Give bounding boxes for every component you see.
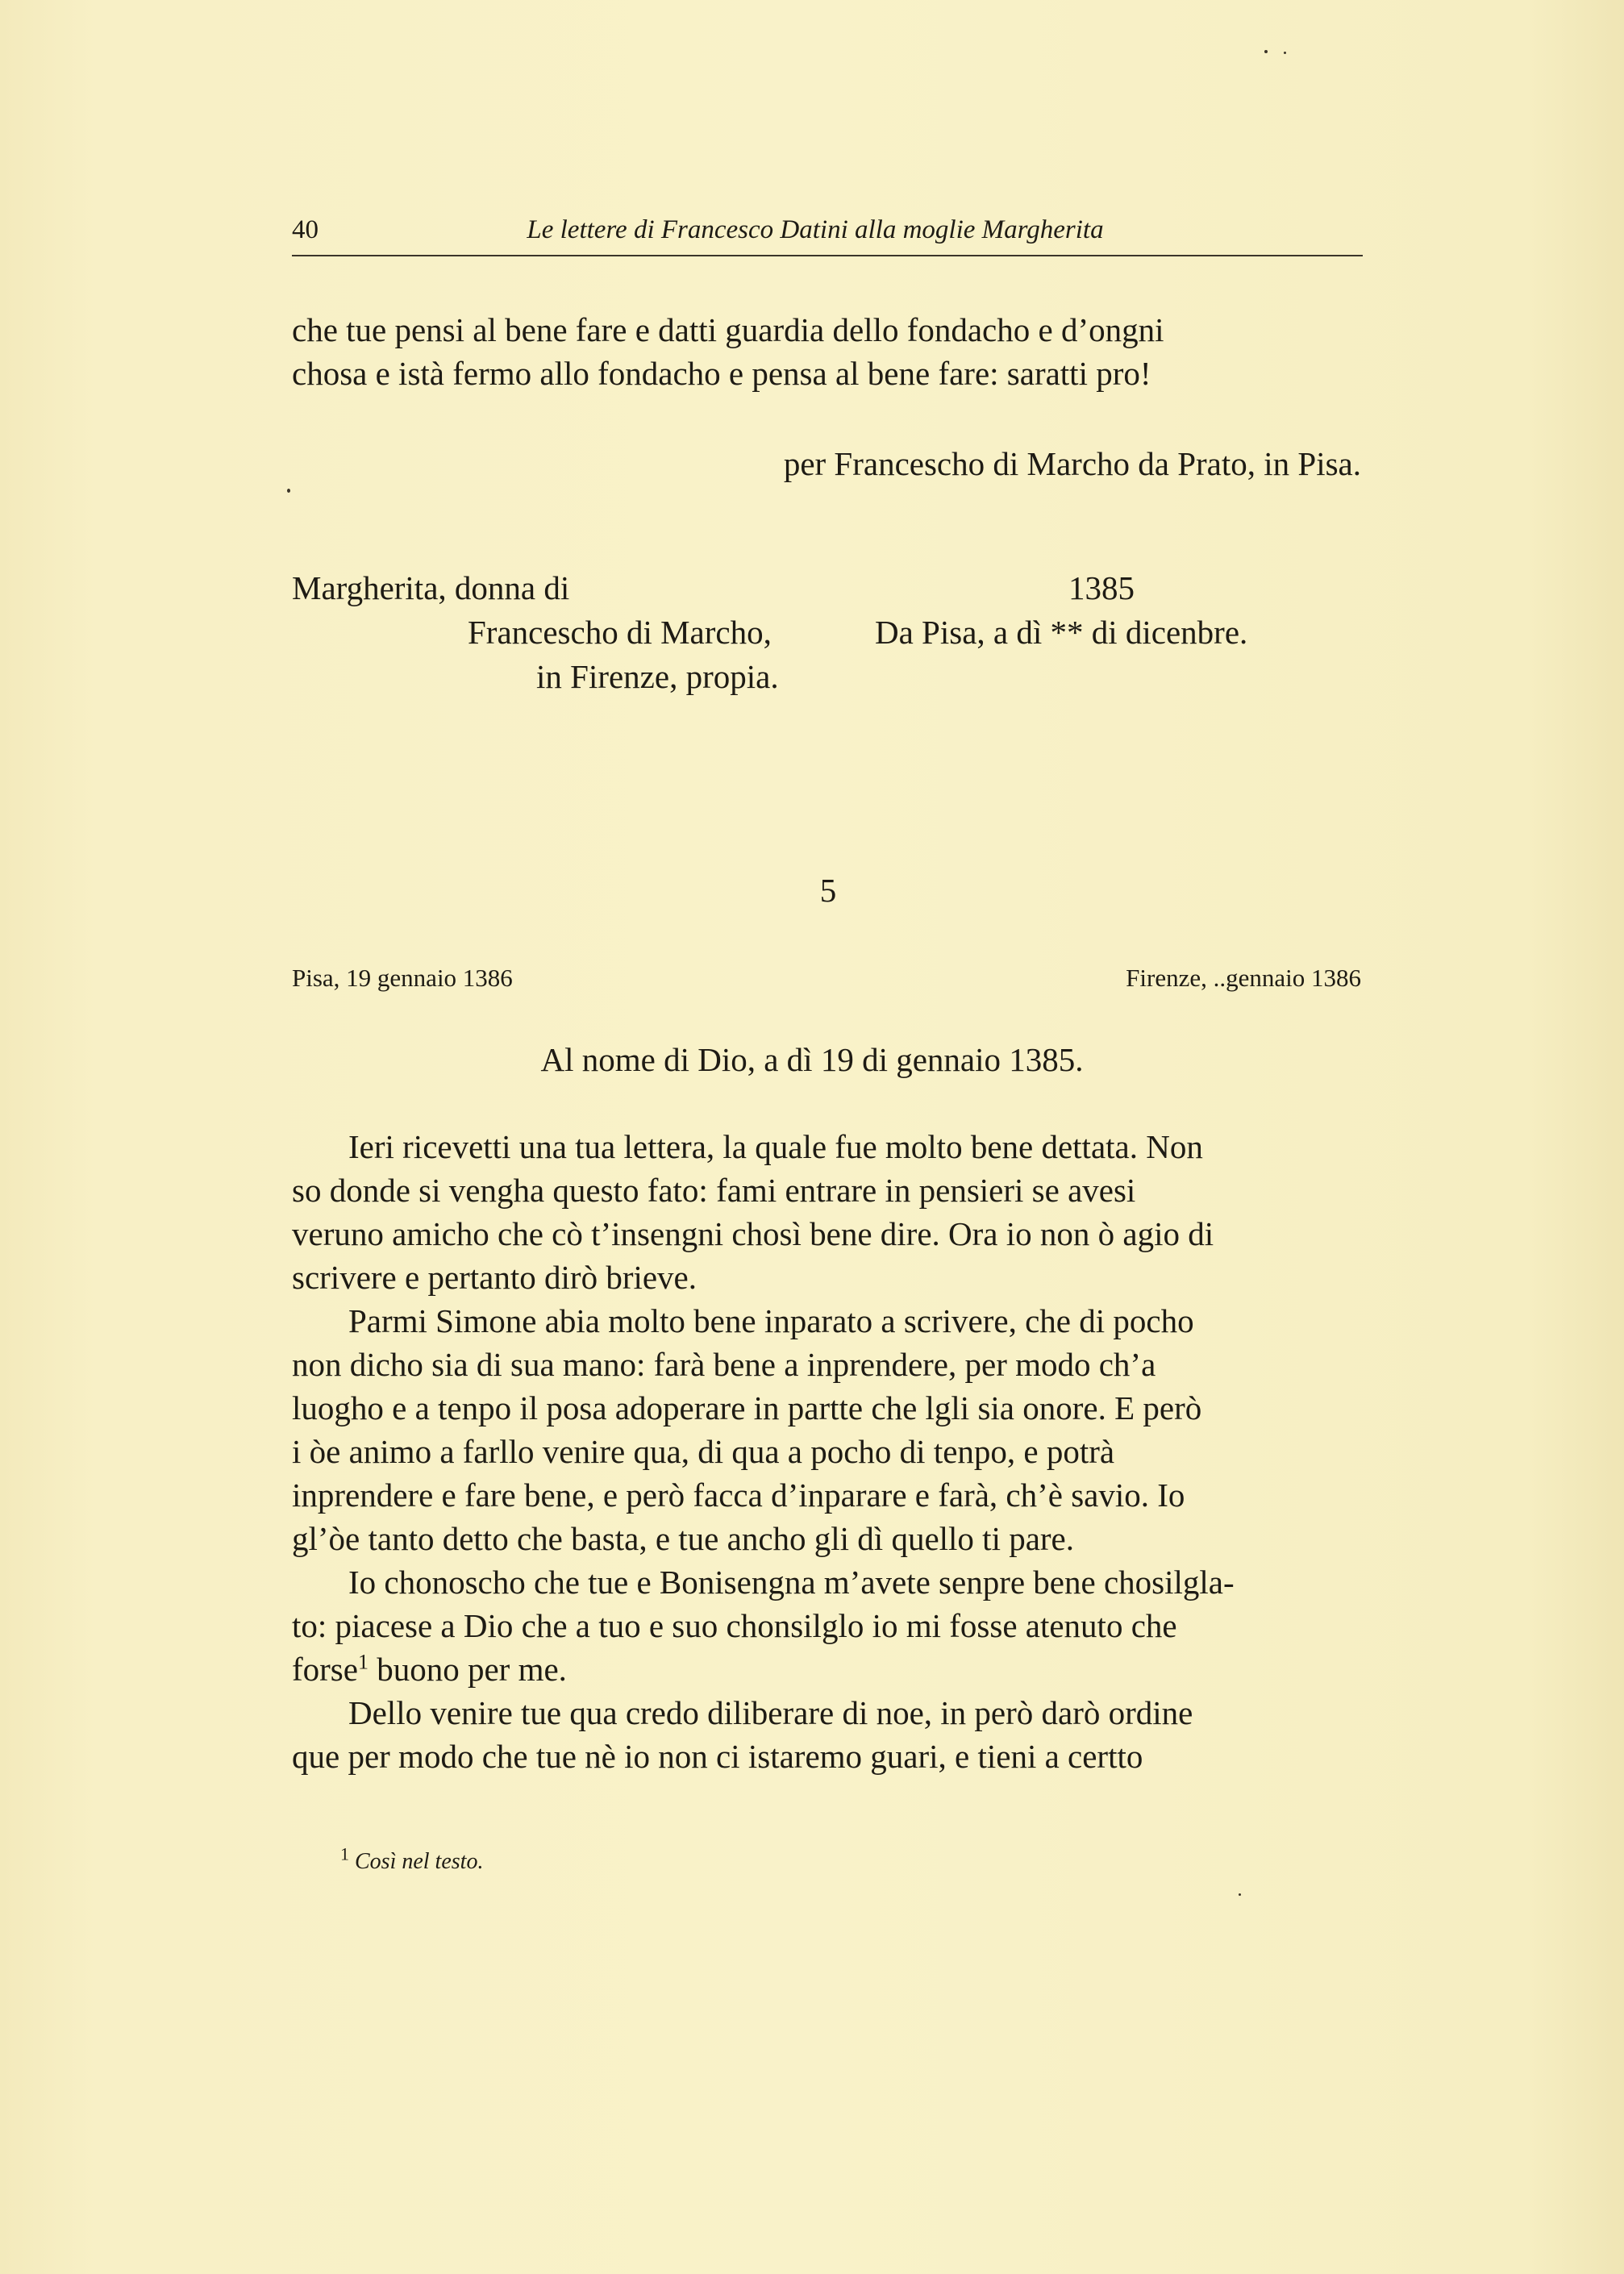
text-line: Io chonoscho che tue e Bonisengna m’avete senpre bene chosilgla- bbox=[348, 1564, 1235, 1601]
text-line: non dicho sia di sua mano: farà bene a inprendere, per modo ch’a bbox=[292, 1346, 1156, 1383]
recipient-line-1: Margherita, donna di bbox=[292, 569, 570, 606]
paper-speck bbox=[287, 489, 290, 493]
footnote bbox=[340, 1843, 484, 1875]
sender-line: per Francescho di Marcho da Prato, in Pisa. bbox=[783, 445, 1361, 482]
text-line: chosa e istà fermo allo fondacho e pensa al bene fare: saratti pro! bbox=[292, 355, 1151, 392]
text-line: i òe animo a farllo venire qua, di qua a pocho di tenpo, e potrà bbox=[292, 1433, 1115, 1470]
footnote-text: Così nel testo. bbox=[355, 1849, 484, 1874]
text-line: che tue pensi al bene fare e datti guardia dello fondacho e d’ongni bbox=[292, 311, 1164, 348]
closing-text bbox=[292, 308, 1361, 395]
footnote-reference[interactable]: 1 bbox=[357, 1650, 369, 1674]
header-rule bbox=[292, 255, 1363, 256]
paper-speck bbox=[1264, 50, 1268, 53]
recipient-line-2: Francescho di Marcho, bbox=[468, 614, 772, 651]
text-line: que per modo che tue nè io non ci istaremo guari, e tieni a certto bbox=[292, 1738, 1143, 1775]
body-paragraph-4 bbox=[292, 1691, 1361, 1778]
address-year: 1385 bbox=[1068, 569, 1135, 606]
text-line: gl’òe tanto detto che basta, e tue ancho gli dì quello ti pare. bbox=[292, 1520, 1075, 1557]
text-line: so donde si vengha questo fato: fami entrare in pensieri se avesi bbox=[292, 1172, 1136, 1209]
page-number: 40 bbox=[292, 215, 319, 244]
dateline-right: Firenze, ..gennaio 1386 bbox=[1126, 964, 1361, 992]
dateline-left: Pisa, 19 gennaio 1386 bbox=[292, 964, 513, 992]
letter-number: 5 bbox=[819, 872, 837, 909]
text-line: Parmi Simone abia molto bene inparato a scrivere, che di pocho bbox=[348, 1302, 1194, 1339]
text-line bbox=[292, 1647, 1361, 1691]
body-paragraph-2 bbox=[292, 1299, 1361, 1560]
text-line: veruno amicho che cò t’insengni chosì bene dire. Ora io non ò agio di bbox=[292, 1215, 1214, 1252]
paper-speck bbox=[1239, 1893, 1241, 1896]
text-fragment: forse bbox=[292, 1651, 358, 1688]
text-line: Ieri ricevetti una tua lettera, la quale fue molto bene dettata. Non bbox=[348, 1128, 1203, 1165]
footnote-number: 1 bbox=[340, 1843, 349, 1864]
paper-speck bbox=[1284, 52, 1286, 54]
body-paragraph-1 bbox=[292, 1125, 1361, 1299]
body-paragraph-3 bbox=[292, 1560, 1361, 1691]
recipient-line-3: in Firenze, propia. bbox=[536, 658, 779, 695]
text-line: inprendere e fare bene, e però facca d’inparare e farà, ch’è savio. Io bbox=[292, 1476, 1185, 1514]
letter-greeting: Al nome di Dio, a dì 19 di gennaio 1385. bbox=[540, 1041, 1084, 1078]
text-line: Dello venire tue qua credo diliberare di noe, in però darò ordine bbox=[348, 1694, 1193, 1731]
text-line: to: piacese a Dio che a tuo e suo chonsilglo io mi fosse atenuto che bbox=[292, 1607, 1177, 1644]
origin-date: Da Pisa, a dì ** di dicenbre. bbox=[875, 614, 1248, 651]
text-line: scrivere e pertanto dirò brieve. bbox=[292, 1259, 697, 1296]
text-fragment: buono per me. bbox=[377, 1651, 567, 1688]
running-title: Le lettere di Francesco Datini alla moglie Margherita bbox=[527, 215, 1104, 244]
text-line: luogho e a tenpo il posa adoperare in partte che lgli sia onore. E però bbox=[292, 1389, 1202, 1426]
